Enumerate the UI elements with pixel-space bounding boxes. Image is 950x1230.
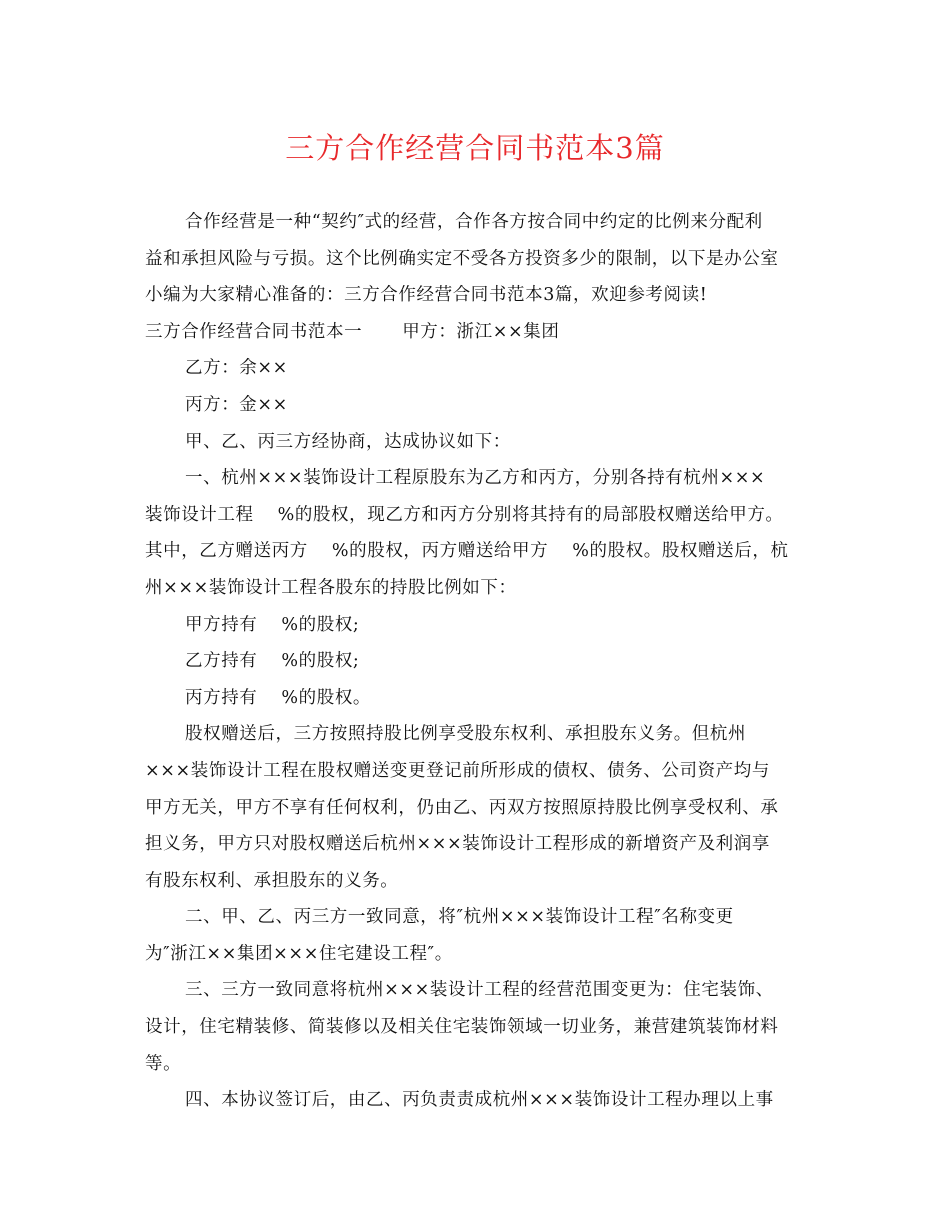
holding-line	[145, 607, 810, 644]
holding-rest: %的股权;	[281, 651, 360, 672]
text-line	[145, 497, 810, 534]
clause-3	[145, 972, 810, 1082]
text-line: 四、本协议签订后，由乙、丙负责责成杭州×××装饰设计工程办理以上事	[185, 1090, 774, 1111]
text-line: 担义务，甲方只对股权赠送后杭州×××装饰设计工程形成的新增资产及利润享	[145, 834, 770, 855]
text-line: 益和承担风险与亏损。这个比例确实定不受各方投资多少的限制，以下是办公室	[145, 248, 779, 269]
text-line: 股权赠送后，三方按照持股比例享受股东权利、承担股东义务。但杭州	[185, 724, 747, 745]
text-line	[145, 533, 810, 570]
text-line: 有股东权利、承担股东的义务。	[145, 870, 399, 891]
text-segment: %的股权。股权赠送后，杭	[572, 541, 789, 562]
intro-paragraph	[145, 204, 810, 314]
holding-line	[145, 680, 810, 717]
text-line: 三、三方一致同意将杭州×××装设计工程的经营范围变更为：住宅装饰、	[185, 980, 774, 1001]
section-heading-line	[145, 314, 810, 351]
text-line: 等。	[145, 1053, 182, 1074]
text-line: 州×××装饰设计工程各股东的持股比例如下：	[145, 577, 517, 598]
agreement-intro: 甲、乙、丙三方经协商，达成协议如下：	[185, 431, 511, 452]
clause-after-transfer	[145, 716, 810, 899]
text-line: ×××装饰设计工程在股权赠送变更登记前所形成的债权、债务、公司资产均与	[145, 760, 770, 781]
text-line: 二、甲、乙、丙三方一致同意，将″杭州×××装饰设计工程″名称变更	[185, 907, 734, 928]
holding-line	[145, 643, 810, 680]
holding-rest: %的股权。	[281, 687, 372, 708]
text-segment: %的股权，现乙方和丙方分别将其持有的局部股权赠送给甲方。	[277, 504, 784, 525]
party-c: 丙方：金××	[185, 394, 288, 415]
holding-label: 丙方持有	[185, 687, 258, 708]
text-line: 甲方无关，甲方不享有任何权利，仍由乙、丙双方按照原持股比例享受权利、承	[145, 797, 779, 818]
holding-rest: %的股权;	[281, 614, 360, 635]
clause-2	[145, 899, 810, 972]
clause-4	[145, 1082, 810, 1119]
party-a: 甲方：浙江××集团	[402, 321, 560, 342]
text-segment: %的股权，丙方赠送给甲方	[331, 541, 549, 562]
section-heading: 三方合作经营合同书范本一	[145, 321, 363, 342]
text-line: 设计，住宅精装修、简装修以及相关住宅装饰领域一切业务，兼营建筑装饰材料	[145, 1017, 779, 1038]
text-segment: 其中，乙方赠送丙方	[145, 541, 308, 562]
holding-label: 乙方持有	[185, 651, 258, 672]
text-line: 一、杭州×××装饰设计工程原股东为乙方和丙方，分别各持有杭州×××	[185, 468, 766, 489]
text-segment: 装饰设计工程	[145, 504, 254, 525]
document-body	[145, 204, 810, 1119]
text-line: 为″浙江××集团×××住宅建设工程″。	[145, 943, 453, 964]
clause-1	[145, 460, 810, 606]
party-b: 乙方：余××	[185, 358, 288, 379]
text-line: 小编为大家精心准备的：三方合作经营合同书范本3篇，欢迎参考阅读!	[145, 285, 708, 306]
document-title: 三方合作经营合同书范本3篇	[285, 131, 665, 165]
text-line: 合作经营是一种“契约″式的经营，合作各方按合同中约定的比例来分配利	[185, 212, 763, 232]
holding-label: 甲方持有	[185, 614, 258, 635]
